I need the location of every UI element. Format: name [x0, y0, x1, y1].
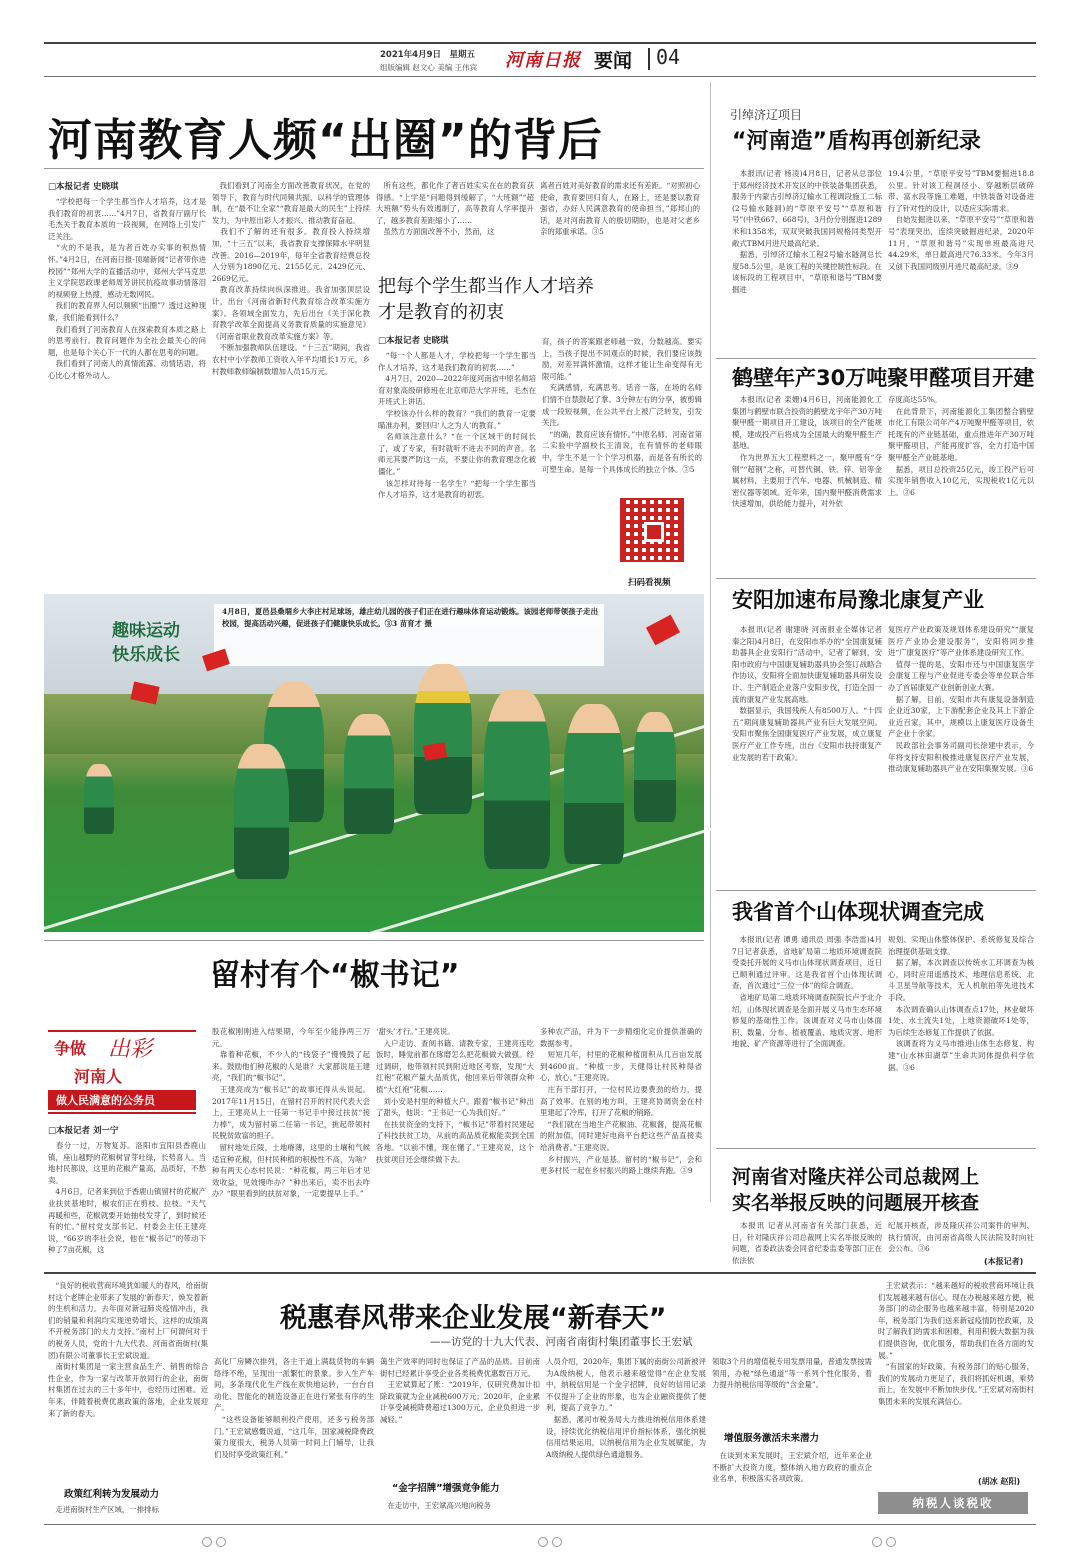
qr-caption: 扫码看视频 [628, 578, 671, 588]
sub-headline-line-2: 才是教育的初衷 [378, 302, 504, 323]
qr-code[interactable] [620, 498, 684, 562]
qr-logo-icon [644, 522, 664, 542]
right-story-5-headline-line-2: 实名举报反映的问题展开核查 [732, 1192, 980, 1214]
right-rule-1 [716, 358, 1036, 359]
village-byline: □本报记者 刘一宁 [48, 1126, 119, 1136]
page-bottom-rule [44, 1524, 1036, 1525]
masthead-divider [648, 48, 650, 70]
village-headline: 留村有个“椒书记” [210, 958, 460, 993]
tax-badge-label: 纳税人谈税收 [912, 1496, 994, 1510]
child-figure [344, 714, 394, 834]
badge-word-2: 出彩 [108, 1037, 153, 1062]
section-name: 要闻 [594, 50, 633, 72]
tax-column-4: 人员介绍，2020年，集团下属的南街公司新被评为A级纳税人，他表示越来越觉得“在企业发展中，纳税信用是一个金字招牌，良好的信用记录不仅提升了企业的形象，也为企业融资提供了便利，提高了竞争力。” 据悉，漯河市税务局大力推进纳税信用体系建设，持续优化纳税信用评价指标体系，强化纳税信用结果运用，以纳税信用为企业发展赋能，为A级纳税人提供绿色通道服务。 [546, 1357, 706, 1459]
masthead-top-rule [44, 42, 1036, 44]
right-story-1-column-2: 19.4公里，“草原平安号”TBM要掘进18.8公里。针对该工程洞径小、穿越断层破碎带、富水段等施工难题，中铁装备对设备进行了针对性的设计，以适应实际需求。 自始发掘进以来，“草原平安号”“草原和谐号”表现突出，连续突破掘进纪录，2020年11月，“草原和谐号”实现单班最高进尺44.29米，单日最高进尺76.33米。今年3月又创下我国同级别月进尺最高纪录。③9 [888, 169, 1034, 271]
tax-subhead-5: 增值服务激活未来潜力 [724, 1433, 820, 1444]
right-rule-3 [716, 890, 1036, 891]
tax-column-6: 王宏斌表示：“越来越好的税收营商环境让我们发展越来越有信心。现在办税越来越方便，税务部门的动企服务也越来越丰富，特别是2020年，税务部门为我们送来新冠疫情防控政策，及时了解我们的需求和困难，利用积极大数据为我们提供咨询，优化服务，帮助我们在各方面的发展。” “有国家的好政策，有税务部门的贴心服务，我们的发展动力更足了，我们将抓好机遇，乘势而上，在发展中不断加快步伐。”王宏斌对南街村集团未来的发展充满信心。 [878, 1281, 1034, 1406]
masthead-bottom-rule [44, 76, 1036, 77]
photo-title-line-1: 趣味运动 [112, 621, 180, 641]
right-story-1-headline: “河南造”盾构再创新纪录 [732, 129, 981, 154]
child-figure [484, 689, 550, 869]
issue-date: 2021年4月9日 星期五 [380, 50, 475, 60]
right-story-3-column-2: 复医疗产业政策及规划体系建设研究”“康复医疗产业协会建设服务”，安阳将同步推进“广康复医疗”等产业体系建设研究工作。 值得一提的是，安阳市还与中国康复医学会康复工程与产业促进专委会等单位联合举办了首届康复产业创新创业大赛。 据了解，目前，安阳市共有康复设备制造企业近30家，上下游配套企业及其上下游企业近百家，其中，规模以上康复医疗设备生产企业十余家。 民政部社会事务司副司长徐建中表示，今年将支持安阳积极推进康复医疗产业发展，推动康复辅助器具产业在安阳集聚发展。③6 [888, 625, 1034, 774]
village-rule [44, 940, 704, 941]
badge-word-1: 争做 [54, 1039, 87, 1058]
lead-column-1: “学校把每一个学生都当作人才培养，这才是我们教育的初衷……”4月7日，省教育厅副厅长毛杰关于教育本质的一段视频，在网络上引发广泛关注。 “火的不是我，是为者百姓办实事的积热情怀。”4月2日，在河南日报-顶端新闻“记者带你进校园”“郑州大学的直播活动中，郑州大学马克思主义学院思政课老师周芳讲民抗疫故事动情落泪的视频登上热搜，感动无数网民。 我们的教育界人何以频频“出圈”？透过这种现象，我们能看到什么？ 我们看到了河南教育人在探索教育本质之路上的思考前行。教育问题作为全社会最关心的问题，也是每个关心下一代的人都在思考的问题。 我们看到了河南人的真情流露、动情话语，将心比心才格外动人。 [48, 197, 206, 380]
tax-column-5: 领取3个月的增值税专用发票用量，普通发票按需领用，办税“绿色通道”等一系列个性化服务，着力提升纳税信用等级的“含金量”。 [712, 1357, 872, 1390]
tax-column-badge [878, 1492, 1028, 1514]
right-story-1-column-1: 本报讯(记者 杨凌)4月8日，记者从总部位于郑州经济技术开发区的中铁装备集团获悉，服务于内蒙古引绰济辽输水工程调段施工二标(2号输水隧洞)的“草原平安号”“草原和谐号”(中铁667、668号)，3月份分别掘进1289米和1358米，双双突破我国同规格同类型开敞式TBM月进尺最高纪录。 据悉，引绰济辽输水工程2号输水隧洞总长度58.5公里，是该工程的关键控制性标段。在该标段的工程项目中，“草原和谐号”TBM要掘进 [732, 169, 882, 294]
tax-subhead-3-text: 在走访中，王宏斌高兴地向税务 [380, 1501, 491, 1510]
right-rule-4 [716, 1148, 1036, 1149]
lead-rule [44, 168, 704, 169]
editor-credits: 组版编辑 赵文心 美编 王伟宾 [380, 63, 478, 72]
tax-column-2: 高化厂房鳞次排列，各主干道上满载货物的车辆络绎不绝，呈现出一派繁忙的景象。步入生产车间，多条现代化生产线在欢快地运转，一台台自动化、智能化的制造设备正在进行紧张有序的生产。 “这些设备能够顺利投产使用，还多亏税务部门。”王宏斌感慨说道，“这几年，国家减税降费政策力度很大，税务人员第一时间上门辅导，让我们及时享受政策红利。” [214, 1357, 374, 1459]
badge-slogan: 做人民满意的公务员 [56, 1094, 155, 1107]
lead-column-4: 离者百姓对美好教育的需求还有差距。“对照初心使命，教育要回归育人，在路上，还是要以教育强省，办好人民满意教育的使命担当，”郑邦山的话，是对河南教育人的殷切期盼，也是对父老乡亲的郑重承诺。③5 [540, 181, 700, 237]
right-story-4-column-1: 本报讯(记者 谭勇 通讯员 周强 李浩雷)4月7日记者获悉，省地矿局第二地质环境调查院受委托开展的义马市山体现状调查项目，近日已顺利通过评审。这是我省首个山体现状调查，首次通过“三位一体”的综合调查。 省地矿局第二地质环境调查院院长卢予北介绍，山体现状调查是全面开展义马市生态环境修复的基础性工作。该调查对义马市山体面积、数量、分布、植被覆盖、地质灾害、地形地貌、矿产资源等进行了全面调查。 [732, 935, 882, 1049]
right-story-5-credit: (本报记者) [984, 1257, 1024, 1266]
paper-logo: 河南日报 [505, 50, 581, 71]
sub-headline-line-1: 把每个学生都当作人才培养 [378, 276, 594, 297]
village-column-2: 股花椒刚刚进入结果期，今年至少能挣两三万元。 靠着种花椒，不少人的“钱袋子”慢慢鼓了起来。鼓励他们种花椒的人是谁？大家都说是王建亮，“我们的“椒书记”。 王建亮成为“椒书记”的故事还得从头说起。2017年11月15日，在留村召开的村民代表大会上，王建亮从上一任第一书记手中接过扶贫“接力棒”，成为留村第二任第一书记，挑起带领村民脱贫致富的担子。 留村地处丘陵，土地瘠薄，这里的土壤和气候适宜种花椒，但村民种植的积极性不高，为啥？种有两天心态村民说：“种花椒，两三年后才见效收益，见效慢咋办？”种出来后，卖不出去咋办？“眼里看到的扶贫对象，一定要提早上手。” [212, 1027, 370, 1199]
registration-marks [536, 1532, 564, 1551]
photo-caption: 4月8日，夏邑县桑堌乡大李庄村足球场，雄庄幼儿园的孩子们正在进行趣味体育运动锻炼。该园老师带领孩子走出校园，提高活动兴趣，促进孩子们健康快乐成长。③3 苗育才 摄 [222, 607, 598, 628]
right-story-3-headline: 安阳加速布局豫北康复产业 [732, 588, 984, 612]
right-story-5-column-2: 纪展开核查，涉及隆庆祥公司案件的审判、执行情况，由河南省高级人民法院及时向社会公布。③6 [888, 1221, 1034, 1254]
lead-column-2: 我们看到了河南全方面改善教育状况，在党的领导下，教育与时代同频共振、以科学的管理体制，在“最不让全家”“教育是最大的民生”上持续发力，为中原出彩人才振兴、推动教育奋起。 我们不了解的还有很多。教育投入持续增加，“十三五”以来，我省教育支撑保障水平明显改善。2016—2019年，每年全省教育经费总投入分别为1890亿元、2155亿元、2429亿元、2669亿元。 教育改革持续向纵深推进。我省加强顶层设计，出台《河南省新时代教育综合改革实施方案》。各领域全面发力，先后出台《关于深化教育教学改革全面提高义务教育质量的实施意见》《河南省职业教育改革实施方案》等。 不断加强教师队伍建设。“十三五”期间，我省农村中小学教师工资收入年平均增长1万元，乡村教师教师编制数增加人员15万元。 [212, 181, 370, 376]
right-story-2-column-2: 存度高达55%。 在此背景下，河南能源化工集团整合鹤壁市化工有限公司年产4万吨聚甲醛等项目，依托现有的产业链基础，重点推进年产30万吨聚甲醛项目，产能再度扩容，全力打造中国聚甲醛全产业链基地。 据悉，项目总投资25亿元，竣工投产后可实现年销售收入10亿元，实现税收1亿元以上。③6 [888, 395, 1034, 497]
right-story-3-column-1: 本报讯(记者 谢建晓 河南报业全媒体记者 秦之阳)4月8日，在安阳市举办的“全国康复辅助器具企业安阳行”活动中，记者了解到，安阳市政府与中国康复辅助器具协会签订战略合作协议，安阳将全面加快康复辅助器具研发设计、生产制造企业落户安阳步伐，打造全国一流的康复产业发展高地。 数据显示，我国残疾人有8500万人。“十四五”期间康复辅助器具产业有巨大发展空间。安阳市聚焦全国康复医疗产业发展，成立康复医疗产业工作专班，出台《安阳市扶持康复产业发展的若干政策》。 [732, 625, 882, 762]
village-column-4: 多种农产品，并为下一步精细化定价提供准确的数据参考。 短短几年，村里的花椒种植面积从几百亩发展到4600亩。“种植一步，天健得让村民种得省心，放心。”王建亮说。 庄有干部打开，一位村民边要费劲的给力，提高了效率。在别的地方叫，王建亮协调资金在村里建起了冷库，打开了花椒的销路。 “我们就在当地生产花椒油、花椒酱，提高花椒的附加值，同时建好电商平台把这些产品直接卖给消费者。”王建亮说。 乡村振兴，产业是基。留村的“椒书记”，会和更多村民一起在乡村振兴的路上继续奔跑。③9 [540, 1027, 702, 1176]
right-story-1-kicker: 引绰济辽项目 [730, 108, 803, 122]
right-story-2-headline: 鹤壁年产30万吨聚甲醛项目开建 [732, 366, 1035, 390]
right-story-4-headline: 我省首个山体现状调查完成 [732, 900, 984, 924]
right-story-5-column-1: 本报讯 记者从河南省有关部门获悉，近日，针对隆庆祥公司总裁网上实名举报反映的问题，省委政法委会同省纪委监委等部门正在依法依 [732, 1221, 882, 1265]
sub-byline: □本报记者 史晓琪 [378, 336, 449, 346]
badge-word-3: 河南人 [74, 1067, 123, 1086]
child-figure [564, 704, 624, 864]
tax-subhead-1: 政策红利转为发展动力 [64, 1489, 160, 1500]
registration-marks [200, 1532, 228, 1551]
right-story-5-headline-line-1: 河南省对隆庆祥公司总裁网上 [732, 1166, 980, 1188]
tax-subhead-3: “金字招牌”增强竞争能力 [392, 1483, 500, 1494]
tax-top-rule [44, 1272, 1036, 1274]
tax-subhead-1-text: 走进南街村生产区域，一排排标 [48, 1505, 159, 1514]
sub-column-2: 育，孩子的答案跟老师越一致，分数越高。要实上，当孩子提出不同观点的时候，我们要应该鼓励，对差异满怀激情，这样才能让生命变得有无限可能。” 充满感情，充满思考。话音一落，在场的名师们情不自禁鼓起了掌。3分钟左右的分享，被剪辑成一段短视频，在公共平台上被广泛转发，引发关注。 “的确，教育应该有情怀。”中原名师、河南省第二实验中学副校长王清说，在有情怀的老师眼中，学生不是一个个学习机器，而是各有所长的可塑生命。是每一个具体成长的独立个体。③5 [542, 337, 702, 474]
child-figure [84, 764, 114, 834]
right-story-2-column-1: 本报讯(记者 栾姗)4月6日，河南能源化工集团与鹤壁市联合投资的鹤壁龙宇年产30万吨聚甲醛一期项目开工建设，该项目的全产能规模，建成投产后将成为全国最大的聚甲醛生产基地。 作为世界五大工程塑料之一，聚甲醛有“夺钢”“超钢”之称，可替代铜、铁、锌、铝等金属材料，主要用于汽车、电器、机械制造、精密仪器等领域。近年来，国内聚甲醛消费需求快速增加，供给能力提升，对外依 [732, 395, 882, 509]
lead-headline: 河南教育人频“出圈”的背后 [48, 115, 603, 166]
tax-credit: (胡冰 赵阳) [978, 1477, 1021, 1486]
child-figure [414, 664, 472, 814]
column-badge [48, 1030, 196, 1114]
right-story-4-column-2: 规划、实现山体整体保护、系统修复及综合治理提供基础支撑。 据了解，本次调查以传统水工环调查为核心，同时应用遥感技术、地理信息系统、北斗卫星导航等技术，无人机航拍等先进技术手段。 本次调查确认山体调查点17处，林业破坏1处、水土流失1处，上地资源破坏1处等，为后续生态修复工作提供了依据。 该调查将为义马市推进山体生态修复、构建“山水林田湖草”生命共同体提供科学依据。③6 [888, 935, 1034, 1072]
child-figure [234, 744, 289, 879]
page-number: 04 [656, 45, 681, 69]
tax-intro: “良好的税收营商环境犹如暖人的春风，给南街村这个老牌企业带来了发展的‘新春天’，焕发着新的生机和活力。去年面对新冠肺炎疫情冲击，我们的销量和利润均实现逆势增长，这样的成绩离不开税务部门的大力支持。”南村上厂何谓何对于的税务人员，党的十九大代表、河南省南街村(集团)有限公司董事长王宏斌说道。 南街村集团是一家主营食品生产、销售的综合性企业，作为一家与改革开放同行的企业，南街村集团在过去的三十多年中，也经历过困难。近年来，伴随着税费优惠政策的落地，企业发展迎来了新的春天。 [48, 1281, 208, 1418]
child-figure [634, 712, 676, 822]
tax-subhead-5-text: 在谈到未来发展时，王宏斌介绍，近年来企业不断扩大投资力度，整体纳入地方政府的重点企业名单，积极落实各项政策。 [712, 1451, 872, 1484]
village-column-1: 春分一过，万物复苏。洛阳市宜阳县香鹿山镇，座山越野的花椒树冒芽吐绿，长势喜人。当地村民都说，这里的花椒产量高，品质好，不愁卖。 4月6日，记者来到位于香鹿山镇留村的花椒产业扶贫基地时，椒农们正在剪枝、拉枝。“天气再暖和些，花椒就要开始抽枝发芽了，到时候还有的忙。”留村党支部书记、村委会主任王建亮说，“66岁的李社会说，他在“椒书记”的带动下种了7亩花椒，这 [48, 1141, 206, 1255]
sub-column-1: “每一个人都是人才，学校把每一个学生都当作人才培养，这才是我们教育的初衷……” 4月7日，2020—2022年度河南省中原名师培育对象高级研修班在北京师范大学开班，毛杰在开班式上讲话。 学校该办什么样的教育？“我们的教育一定要瞄准办利，要回归‘人之为人’的教育。” 名师该注意什么？“在一个区域干的时间长了，或了专家，有时就听不进去不同的声音。名师元其要严防这一点，不要让你的教育理念化被僵化。” 该怎样对待每一名学生？“把每一个学生都当作人才培养，这才是教育的初衷。 [378, 351, 536, 500]
tax-headline: 税惠春风带来企业发展“新春天” [280, 1303, 667, 1334]
column-divider [710, 82, 711, 1202]
red-flag-icon [646, 615, 680, 646]
registration-marks [870, 1532, 898, 1551]
photo-title-line-2: 快乐成长 [112, 645, 180, 665]
right-rule-2 [716, 578, 1036, 579]
tax-subhead: ——访党的十九大代表、河南省南街村集团董事长王宏斌 [430, 1336, 693, 1348]
tax-column-3: 蔼生产效率的同时也保证了产品的品质。目前南街村已经累计享受企业各类税费优惠数百万元。 王宏斌算起了账：“2019年，仅研究费加计扣除政策就为企业减税600万元；2020年，企业累计享受减税降费超过1300万元，企业负担进一步减轻。” [380, 1357, 540, 1424]
village-column-3: ‘甜头’才行。”王建亮说。 入户走访、查阅书籍、请教专家，王建亮连吃饭时，睡觉前都在琢磨怎么把花椒做大做强。经过调研，他带领村民到附近地区考察，发现“大红袍”花椒产量大品质优，他回来后带领群众种植“大红袍”花椒…… 刘小安是村里的种植大户。跟着“椒书记”种出了甜头，他说：“王书记一心为我们好。” 在扶贫资金的支持下，“椒书记”带着村民建起了科技扶贫工坊，从前的高品质花椒能卖到全国各地。“以前不懂，现在懂了。”王建亮说，这个扶贫项目还会继续做下去。 [376, 1027, 534, 1164]
lead-column-3: 所有这些，都化作了者百姓实实在在的教育获得感。“上学是“问题得到缓解了，“大班额”“超大班额”势头有效遏制了，高等教育人学率提升了，越多教育差距缩小了…… 虽然方方面面改善不小，然而，这 [376, 181, 534, 237]
lead-byline: □本报记者 史晓琪 [48, 182, 119, 192]
